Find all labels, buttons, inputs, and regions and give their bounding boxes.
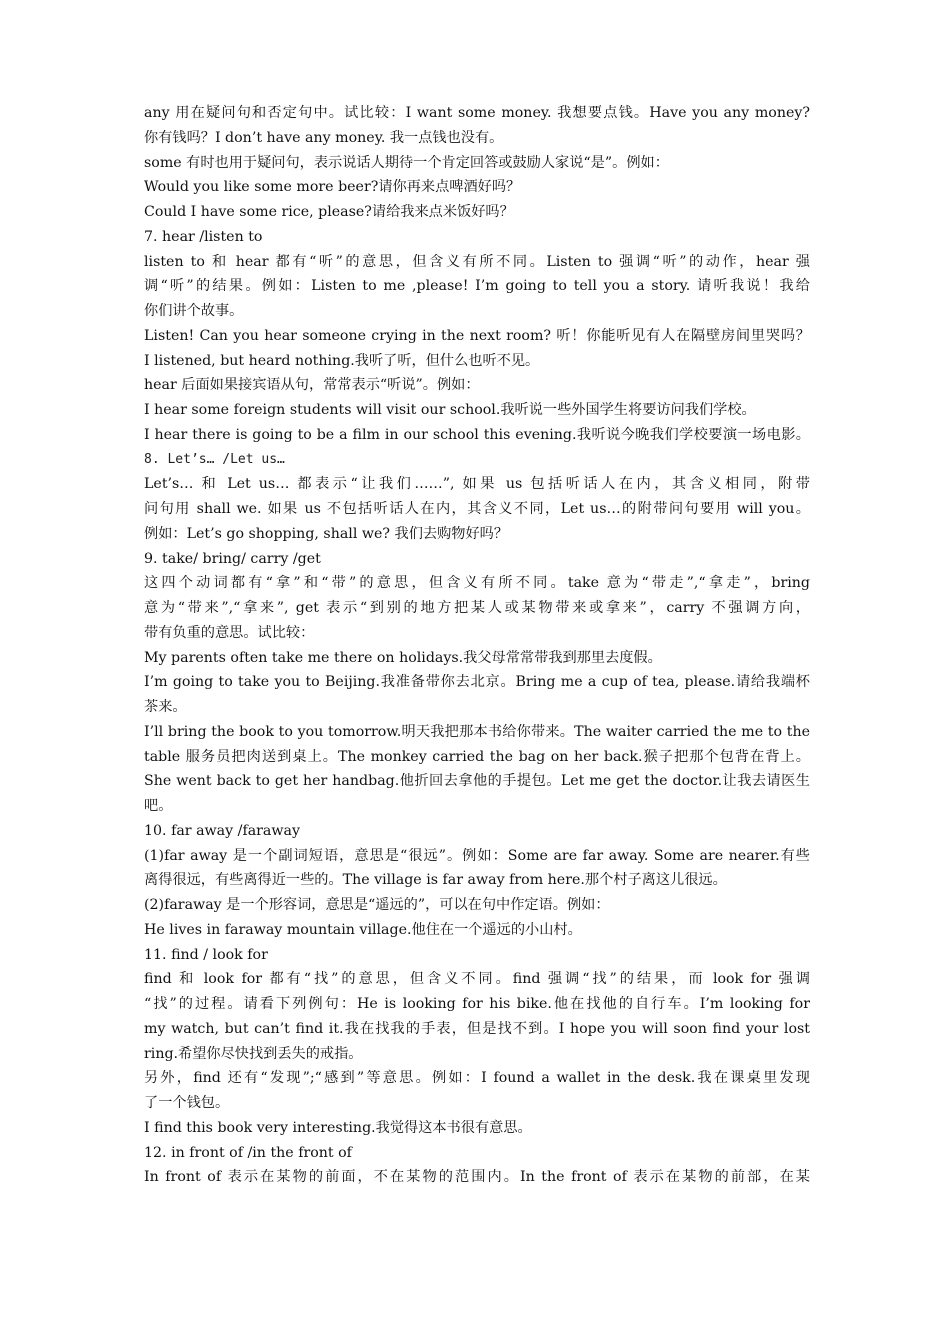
text-line: I hear there is going to be a film in our school this evening.我听说今晚我们学校要演一场电影。: [144, 426, 810, 443]
text-line: I’m going to take you to Beijing.我准备带你去北京。Bring me a cup of tea, please.请给我端杯: [144, 674, 810, 691]
text-line: Would you like some more beer?请你再来点啤酒好吗？: [144, 179, 521, 196]
text-line: 例如：Let’s go shopping, shall we? 我们去购物好吗？: [144, 525, 509, 542]
text-line: listen to 和 hear 都有“听”的意思，但含义有所不同。Listen to 强调“听”的动作，hear 强: [144, 253, 810, 270]
text-line: She went back to get her handbag.他折回去拿他的手提包。Let me get the doctor.让我去请医生: [144, 773, 810, 790]
text-line: Let’s… 和 Let us… 都表示“让我们……”, 如果 us 包括听话人在内，其含义相同，附带: [144, 476, 810, 493]
text-line: 带有负重的意思。试比较：: [144, 624, 315, 641]
text-line: find 和 look for 都有“找”的意思，但含义不同。find 强调“找”的结果，而 look for 强调: [144, 971, 810, 988]
text-line: 意为“带来”,“拿来”, get 表示“到别的地方把某人或某物带来或拿来”，carry 不强调方向，: [144, 600, 810, 616]
document-page: [144, 101, 810, 1190]
text-line: 你有钱吗？I don’t have any money. 我一点钱也没有。: [144, 129, 504, 146]
text-line: my watch, but can’t find it.我在找我的手表，但是找不到。I hope you will soon find your lost: [144, 1020, 810, 1037]
text-line: 9. take/ bring/ carry /get: [144, 550, 321, 567]
text-line: 7. hear /listen to: [144, 228, 263, 245]
text-line: 离得很远，有些离得近一些的。The village is far away from here.那个村子离这儿很远。: [144, 872, 727, 889]
text-line: Listen! Can you hear someone crying in the next room? 听！你能听见有人在隔壁房间里哭吗？: [144, 327, 810, 344]
text-line: (2)faraway 是一个形容词，意思是“遥远的”，可以在句中作定语。例如：: [144, 897, 610, 913]
text-line: hear 后面如果接宾语从句，常常表示“听说”。例如：: [144, 377, 480, 394]
text-line: some 有时也用于疑问句，表示说话人期待一个肯定回答或鼓励人家说“是”。例如：: [144, 154, 669, 171]
text-line: 茶来。: [144, 699, 187, 715]
text-line: I’ll bring the book to you tomorrow.明天我把那本书给你带来。The waiter carried the me to the: [144, 723, 810, 740]
text-line: In front of 表示在某物的前面，不在某物的范围内。In the front of 表示在某物的前部，在某: [144, 1169, 810, 1186]
text-line: 问句用 shall we. 如果 us 不包括听话人在内，其含义不同，Let us…的附带问句要用 will you。: [144, 501, 810, 517]
text-line: I listened, but heard nothing.我听了听，但什么也听不见。: [144, 352, 540, 369]
text-line: 另外，find 还有“发现”;“感到”等意思。例如：I found a wallet in the desk.我在课桌里发现: [144, 1070, 810, 1087]
text-line: 10. far away /faraway: [144, 822, 301, 839]
text-line: 你们讲个故事。: [144, 303, 244, 319]
text-line: 了一个钱包。: [144, 1095, 230, 1111]
text-line: 这四个动词都有“拿”和“带”的意思，但含义有所不同。take 意为“带走”,“拿走”，bring: [144, 575, 810, 592]
text-line: ring.希望你尽快找到丢失的戒指。: [144, 1045, 363, 1062]
text-line: any 用在疑问句和否定句中。试比较：I want some money. 我想要点钱。Have you any money?: [144, 105, 810, 121]
text-line: Could I have some rice, please?请给我来点米饭好吗？: [144, 204, 514, 220]
text-line: table 服务员把肉送到桌上。The monkey carried the bag on her back.猴子把那个包背在背上。: [144, 748, 810, 765]
text-line: (1)far away 是一个副词短语，意思是“很远”。例如：Some are far away. Some are nearer.有些: [144, 847, 810, 864]
text-line: 吧。: [144, 798, 173, 814]
text-line: I hear some foreign students will visit our school.我听说一些外国学生将要访问我们学校。: [144, 402, 756, 418]
text-line: 8. Let’s… /Let us…: [144, 451, 285, 467]
text-line: He lives in faraway mountain village.他住在一个遥远的小山村。: [144, 921, 582, 938]
text-line: My parents often take me there on holidays.我父母常常带我到那里去度假。: [144, 649, 662, 666]
text-line: “找”的过程。请看下列例句：He is looking for his bike.他在找他的自行车。I’m looking for: [144, 996, 810, 1012]
text-line: 调“听”的结果。例如：Listen to me ,please! I’m going to tell you a story. 请听我说！我给: [144, 278, 810, 295]
text-line: 11. find / look for: [144, 946, 268, 963]
text-line: 12. in front of /in the front of: [144, 1144, 352, 1161]
text-line: I find this book very interesting.我觉得这本书很有意思。: [144, 1119, 532, 1136]
